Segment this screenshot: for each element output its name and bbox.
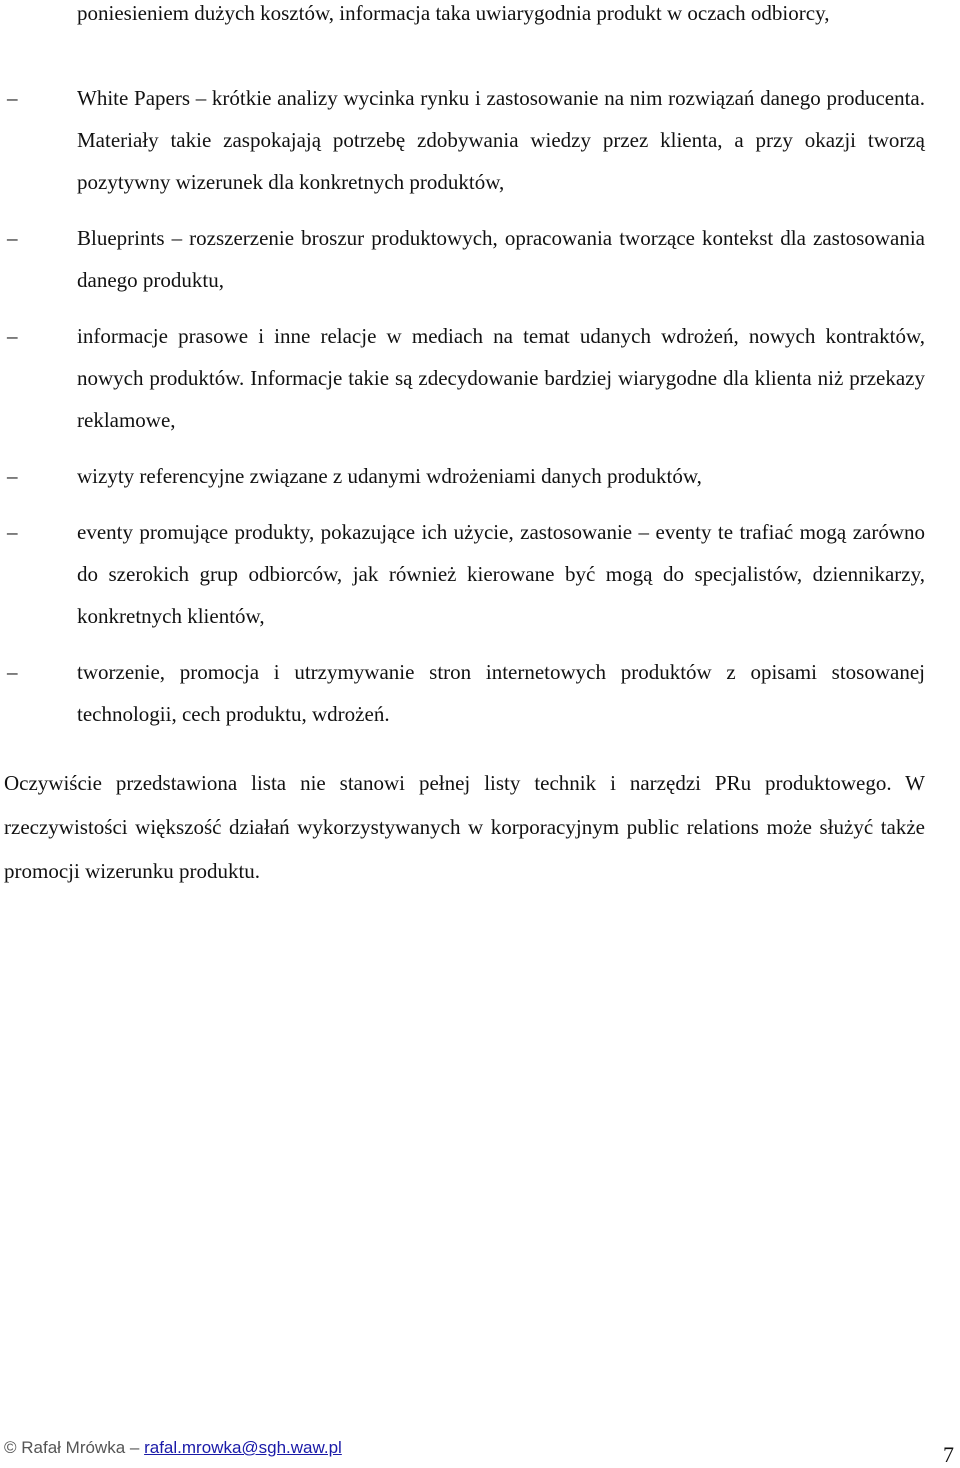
list-item: [0, 511, 925, 637]
list-item: [0, 455, 925, 497]
list-item: [0, 315, 925, 441]
closing-paragraph: Oczywiście przedstawiona lista nie stanowi pełnej listy technik i narzędzi PRu produktowego. W rzeczywistości większość działań wykorzystywanych w korporacyjnym public relations może służyć także promocji wizerunku produktu.: [4, 771, 925, 883]
author-email-link[interactable]: rafal.mrowka@sgh.waw.pl: [144, 1438, 342, 1457]
bullet-list: [0, 77, 960, 749]
page-footer: [0, 1420, 960, 1468]
list-item: [0, 77, 925, 203]
list-item-text: eventy promujące produkty, pokazujące ich użycie, zastosowanie – eventy te trafiać mogą zarówno do szerokich grup odbiorców, jak również kierowane być mogą do specjalistów, dziennikarzy, konkretnych klientów,: [77, 520, 925, 628]
list-item-text: tworzenie, promocja i utrzymywanie stron internetowych produktów z opisami stosowanej technologii, cech produktu, wdrożeń.: [77, 660, 925, 726]
list-item-text: White Papers – krótkie analizy wycinka rynku i zastosowanie na nim rozwiązań danego producenta. Materiały takie zaspokajają potrzebę zdobywania wiedzy przez klienta, a przy okazji tworzą pozytywny wizerunek dla konkretnych produktów,: [77, 86, 925, 194]
footer-author: [4, 1438, 342, 1458]
list-item: [0, 651, 925, 735]
list-item-text: wizyty referencyjne związane z udanymi wdrożeniami danych produktów,: [77, 464, 702, 488]
dash-bullet-icon: –: [7, 86, 18, 110]
dash-bullet-icon: –: [7, 464, 18, 488]
list-item-text: Blueprints – rozszerzenie broszur produktowych, opracowania tworzące kontekst dla zastosowania danego produktu,: [77, 226, 925, 292]
page-number: 7: [943, 1442, 954, 1467]
dash-bullet-icon: –: [7, 660, 18, 684]
dash-bullet-icon: –: [7, 226, 18, 250]
list-item-text: informacje prasowe i inne relacje w mediach na temat udanych wdrożeń, nowych kontraktów, nowych produktów. Informacje takie są zdecydowanie bardziej wiarygodne dla klienta niż przekazy reklamowe,: [77, 324, 925, 432]
copyright-text: © Rafał Mrówka –: [4, 1438, 140, 1457]
continuation-paragraph: poniesieniem dużych kosztów, informacja taka uwiarygodnia produkt w oczach odbiorcy,: [77, 1, 830, 25]
list-item: [0, 217, 925, 301]
dash-bullet-icon: –: [7, 324, 18, 348]
dash-bullet-icon: –: [7, 520, 18, 544]
